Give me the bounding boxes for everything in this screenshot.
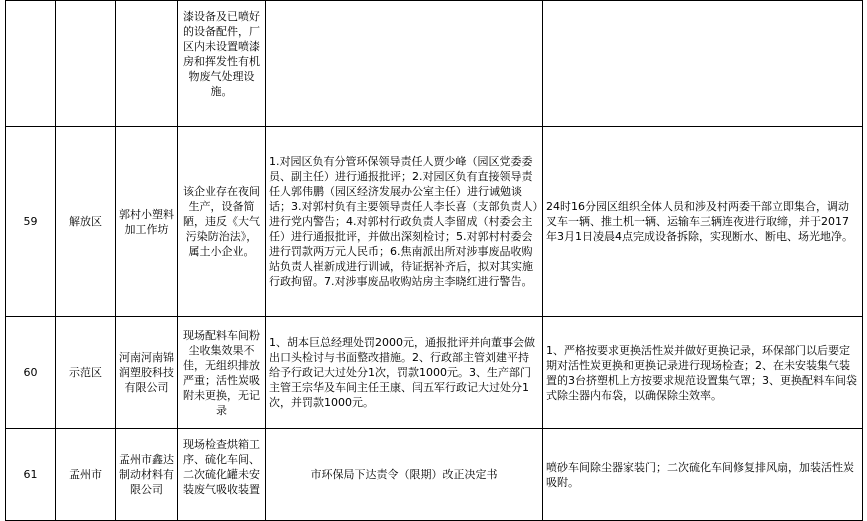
unit-cell — [116, 1, 178, 127]
issue-cell: 该企业存在夜间生产，设备简陋，违反《大气污染防治法》，属土小企业。 — [178, 127, 266, 317]
measures-cell: 1.对园区负有分管环保领导责任人贾少峰（园区党委委员、副主任）进行通报批评；2.对园区负有直接领导责任人郭伟鹏（园区经济发展办公室主任）进行诫勉谈话；3.对郭村负有主要领导责任人李长喜（支部负责人）进行党内警告；4.对郭村行政负责人李留成（村委会主任）进行通报批评，并做出深刻检讨；5.对郭村村委会进行罚款两万元人民币；6.焦南派出所对涉事废品收购站负责人崔新成进行训诫，待证据补齐后，拟对其实施行政拘留。7.对涉事废品收购站房主李晓红进行警告。 — [266, 127, 543, 317]
issue-cell: 现场配料车间粉尘收集效果不佳，无组织排放严重；活性炭吸附未更换，无记录 — [178, 317, 266, 429]
row-number-cell: 60 — [6, 317, 56, 429]
rectification-cell: 24时16分园区组织全体人员和涉及村两委干部立即集合，调动叉车一辆、推土机一辆、运输车三辆连夜进行取缔，并于2017年3月1日凌晨4点完成设备拆除，实现断水、断电、场光地净。 — [543, 127, 863, 317]
table-row — [6, 317, 863, 429]
row-number-cell: 59 — [6, 127, 56, 317]
region-cell: 解放区 — [56, 127, 116, 317]
table-row — [6, 127, 863, 317]
unit-cell: 孟州市鑫达制动材料有限公司 — [116, 429, 178, 521]
region-cell — [56, 1, 116, 127]
rectification-cell: 喷砂车间除尘器家装门；二次硫化车间修复排风扇，加装活性炭吸附。 — [543, 429, 863, 521]
rectification-table — [5, 0, 863, 521]
row-number-cell: 61 — [6, 429, 56, 521]
unit-cell: 河南河南锦润塑胶科技有限公司 — [116, 317, 178, 429]
rectification-cell: 1、严格按要求更换活性炭并做好更换记录，环保部门以后要定期对活性炭更换和更换记录进行现场检查；2、在未安装集气装置的3台挤塑机上方按要求规范设置集气罩；3、更换配料车间袋式除尘器内布袋，以确保除尘效率。 — [543, 317, 863, 429]
issue-cell: 漆设备及已喷好的设备配件，厂区内未设置喷漆房和挥发性有机物废气处理设施。 — [178, 1, 266, 127]
table-row — [6, 1, 863, 127]
issue-cell: 现场检查烘箱工序、硫化车间、二次硫化罐未安装废气吸收装置 — [178, 429, 266, 521]
row-number-cell — [6, 1, 56, 127]
rectification-cell — [543, 1, 863, 127]
unit-cell: 郭村小塑料加工作坊 — [116, 127, 178, 317]
region-cell: 示范区 — [56, 317, 116, 429]
measures-cell: 市环保局下达责令（限期）改正决定书 — [266, 429, 543, 521]
table-row — [6, 429, 863, 521]
region-cell: 孟州市 — [56, 429, 116, 521]
measures-cell — [266, 1, 543, 127]
measures-cell: 1、胡本巨总经理处罚2000元，通报批评并向董事会做出口头检讨与书面整改措施。2、行政部主管刘建平持给予行政记大过处分1次，罚款1000元。3、生产部门主管王宗华及车间主任王康、闫五军行政记大过处分1次，并罚款1000元。 — [266, 317, 543, 429]
